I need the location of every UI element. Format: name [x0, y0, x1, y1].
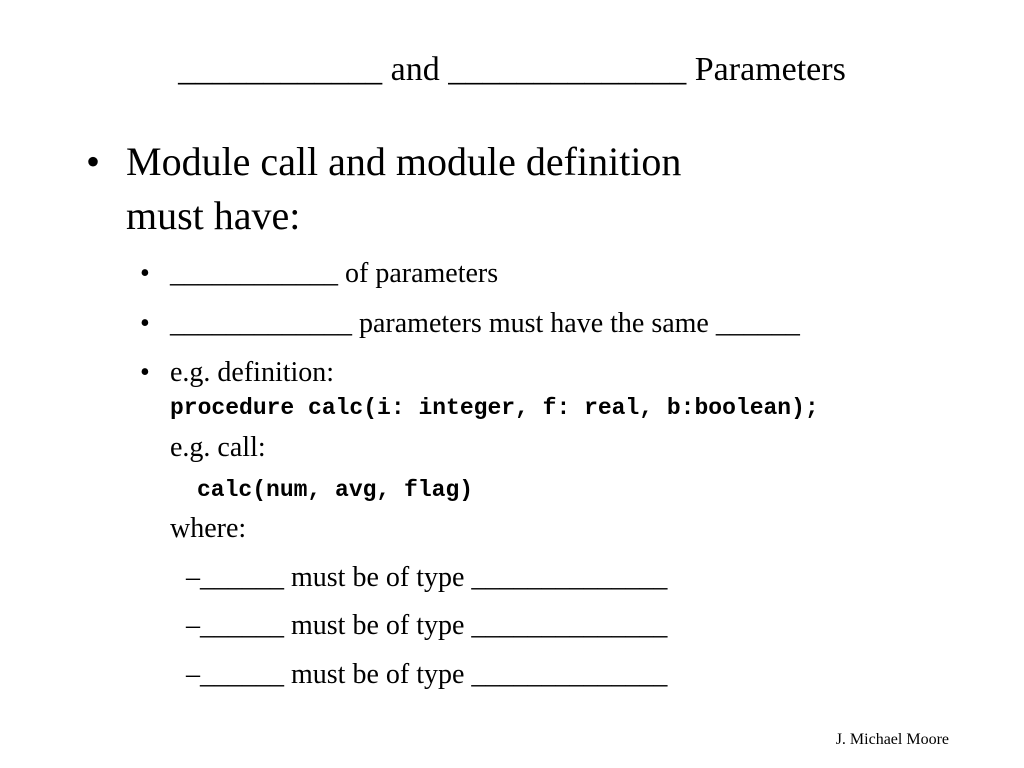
footer-author: J. Michael Moore — [835, 731, 949, 748]
title-blank-1: ____________ — [178, 51, 383, 88]
sub-bullet-1-text: of parameters — [345, 258, 499, 289]
type-line-1-blank-var: ______ — [200, 562, 284, 593]
type-line-2-blank-var: ______ — [200, 610, 284, 641]
call-label: e.g. call: — [170, 432, 266, 463]
main-bullet-glyph: • — [86, 139, 101, 184]
type-line-1-blank-type: ______________ — [471, 562, 668, 593]
type-line-3-text: must be of type — [291, 659, 465, 690]
sub-bullet-3-text: e.g. definition: — [170, 357, 335, 388]
type-line-1-dash: – — [186, 562, 200, 593]
type-line-2-text: must be of type — [291, 610, 465, 641]
where-label: where: — [170, 513, 247, 544]
title-word-and: and — [390, 51, 440, 88]
main-bullet-line-2: must have: — [126, 193, 301, 238]
sub-bullet-glyph-2: • — [140, 308, 150, 339]
type-line-2-dash: – — [186, 610, 200, 641]
title-word-parameters: Parameters — [694, 51, 846, 88]
sub-bullet-glyph-1: • — [140, 258, 150, 289]
type-line-3-blank-type: ______________ — [471, 659, 668, 690]
title-blank-2: ______________ — [448, 51, 687, 88]
sub-bullet-1 — [170, 256, 498, 292]
type-line-1-text: must be of type — [291, 562, 465, 593]
code-definition: procedure calc(i: integer, f: real, b:boolean); — [170, 395, 819, 421]
main-bullet-line-1: Module call and module definition — [126, 139, 682, 184]
sub-bullet-1-blank: ____________ — [170, 258, 338, 289]
sub-bullet-2-blank-end: ______ — [715, 308, 800, 339]
type-line-2 — [186, 608, 667, 644]
type-line-3 — [186, 657, 667, 693]
slide-title — [0, 48, 1024, 92]
sub-bullet-2-text: parameters must have the same — [359, 308, 709, 339]
sub-bullet-glyph-3: • — [140, 357, 150, 388]
sub-bullet-2 — [170, 306, 800, 342]
type-line-3-dash: – — [186, 659, 200, 690]
type-line-2-blank-type: ______________ — [471, 610, 668, 641]
sub-bullet-2-blank: _____________ — [170, 308, 352, 339]
type-line-1 — [186, 560, 667, 596]
type-line-3-blank-var: ______ — [200, 659, 284, 690]
code-call: calc(num, avg, flag) — [197, 477, 474, 503]
